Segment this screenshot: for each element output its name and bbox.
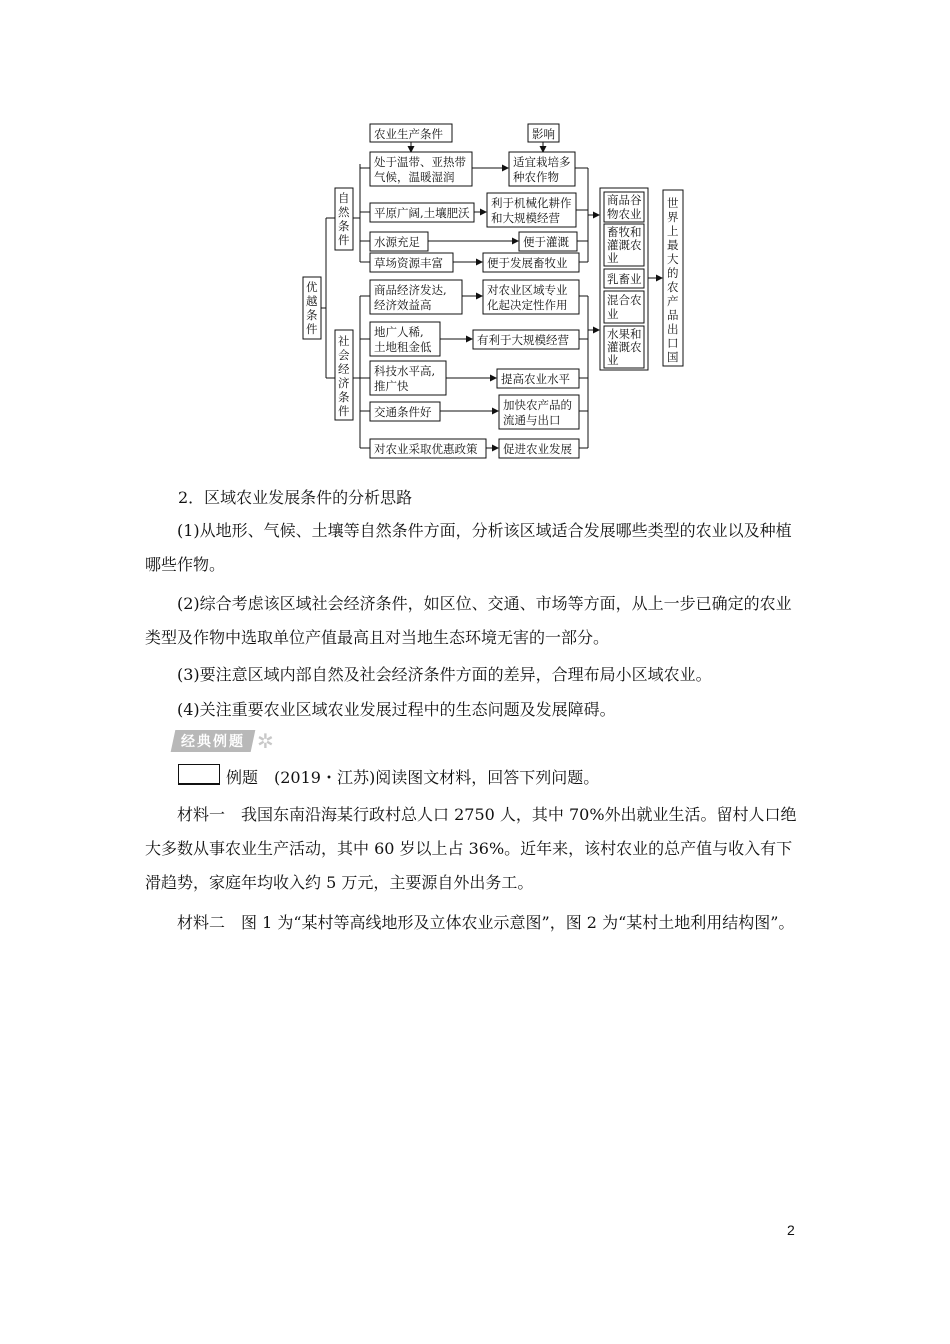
- effect-3: 便于灌溉: [523, 235, 569, 249]
- social-label: [338, 334, 350, 418]
- paragraph-2: (2)综合考虑该区域社会经济条件，如区位、交通、市场等方面，从上一步已确定的农业类型及作物中选取单位产值最高且对当地生态环境无害的一部分。: [145, 594, 792, 647]
- svg-text:条: 条: [338, 390, 350, 404]
- type-2-line2: 灌溉农: [607, 238, 642, 252]
- svg-text:件: 件: [306, 322, 318, 336]
- paragraph-4: (4)关注重要农业区域农业发展过程中的生态问题及发展障碍。: [177, 700, 616, 719]
- svg-text:会: 会: [338, 348, 350, 362]
- flower-icon: ✲: [257, 729, 274, 753]
- effect-5-line1: 对农业区域专业: [487, 283, 568, 297]
- effect-8-line1: 加快农产品的: [503, 398, 572, 412]
- cond-7-line2: 推广快: [374, 379, 409, 393]
- svg-text:上: 上: [667, 224, 679, 238]
- svg-text:条: 条: [338, 219, 350, 233]
- svg-text:世: 世: [667, 196, 679, 210]
- cond-1-line2: 气候，温暖湿润: [374, 170, 455, 184]
- material-1: 材料一 我国东南沿海某行政村总人口 2750 人，其中 70%外出就业生活。留村人口绝大多数从事农业生产活动，其中 60 岁以上占 36%。近年来，该村农业的总产值与收入有下滑趋势，家庭年均收入约 5 万元，主要源自外出务工。: [145, 805, 797, 892]
- type-4-line2: 业: [607, 307, 619, 321]
- effect-2-line1: 利于机械化耕作: [491, 196, 572, 210]
- svg-text:大: 大: [667, 252, 679, 266]
- effect-1-line2: 种农作物: [513, 170, 559, 184]
- svg-text:农: 农: [667, 280, 679, 294]
- svg-text:济: 济: [338, 376, 350, 390]
- agriculture-conditions-diagram: [0, 0, 950, 470]
- svg-text:出: 出: [667, 322, 679, 336]
- type-5-line2: 灌溉农: [607, 340, 642, 354]
- svg-text:然: 然: [338, 205, 350, 219]
- svg-text:产: 产: [667, 294, 679, 308]
- svg-text:界: 界: [667, 210, 679, 224]
- cond-5-line1: 商品经济发达,: [374, 283, 447, 297]
- svg-text:经: 经: [338, 362, 350, 376]
- example-line: [178, 765, 599, 788]
- paragraph-1: (1)从地形、气候、土壤等自然条件方面，分析该区域适合发展哪些类型的农业以及种植哪些作物。: [145, 521, 792, 574]
- effect-6: 有利于大规模经营: [477, 333, 569, 347]
- cond-5-line2: 经济效益高: [374, 298, 432, 312]
- effect-2-line2: 和大规模经营: [491, 211, 560, 225]
- svg-text:社: 社: [338, 334, 350, 348]
- section-heading: 2．区域农业发展条件的分析思路: [178, 488, 413, 507]
- material-2: 材料二 图 1 为“某村等高线地形及立体农业示意图”，图 2 为“某村土地利用结构图”。: [177, 913, 795, 932]
- header-conditions: 农业生产条件: [374, 127, 443, 141]
- type-1-line1: 商品谷: [607, 193, 642, 207]
- cond-1-line1: 处于温带、亚热带: [374, 155, 466, 169]
- type-2-line1: 畜牧和: [607, 225, 642, 239]
- example-box-icon: [178, 764, 220, 785]
- svg-text:口: 口: [667, 336, 679, 350]
- cond-6-line2: 土地租金低: [374, 340, 432, 354]
- svg-text:件: 件: [338, 404, 350, 418]
- effect-7: 提高农业水平: [501, 372, 570, 386]
- svg-text:自: 自: [338, 191, 350, 205]
- svg-text:越: 越: [306, 294, 318, 308]
- effect-1-line1: 适宜栽培多: [513, 155, 571, 169]
- svg-text:最: 最: [667, 238, 679, 252]
- svg-text:国: 国: [667, 350, 679, 364]
- type-5-line3: 业: [607, 353, 619, 367]
- svg-text:优: 优: [306, 280, 318, 294]
- cond-3: 水源充足: [374, 235, 420, 249]
- svg-text:件: 件: [338, 233, 350, 247]
- cond-6-line1: 地广人稀,: [374, 325, 424, 339]
- result-label: [667, 196, 679, 364]
- classic-example-badge: [173, 730, 274, 752]
- cond-8: 交通条件好: [374, 405, 432, 419]
- page-number: 2: [787, 1222, 795, 1238]
- example-text: 例题 (2019・江苏)阅读图文材料，回答下列问题。: [226, 768, 600, 787]
- svg-text:品: 品: [667, 308, 679, 322]
- effect-9: 促进农业发展: [503, 442, 572, 456]
- natural-label: [338, 191, 350, 247]
- type-4-line1: 混合农: [607, 293, 642, 307]
- cond-4: 草场资源丰富: [374, 256, 443, 270]
- effect-5-line2: 化起决定性作用: [487, 298, 568, 312]
- badge-label: 经典例题: [181, 734, 245, 750]
- effect-8-line2: 流通与出口: [503, 413, 561, 427]
- type-2-line3: 业: [607, 251, 619, 265]
- type-1-line2: 物农业: [607, 207, 642, 221]
- type-5-line1: 水果和: [607, 327, 642, 341]
- root-label: [306, 280, 318, 336]
- svg-text:的: 的: [667, 266, 679, 280]
- cond-9: 对农业采取优惠政策: [374, 442, 478, 456]
- effect-4: 便于发展畜牧业: [487, 256, 568, 270]
- type-3: 乳畜业: [607, 272, 642, 286]
- paragraph-3: (3)要注意区域内部自然及社会经济条件方面的差异，合理布局小区域农业。: [177, 665, 712, 684]
- cond-2: 平原广阔,土壤肥沃: [374, 206, 470, 220]
- header-influence: 影响: [532, 127, 555, 141]
- cond-7-line1: 科技水平高,: [374, 364, 436, 378]
- svg-text:条: 条: [306, 308, 318, 322]
